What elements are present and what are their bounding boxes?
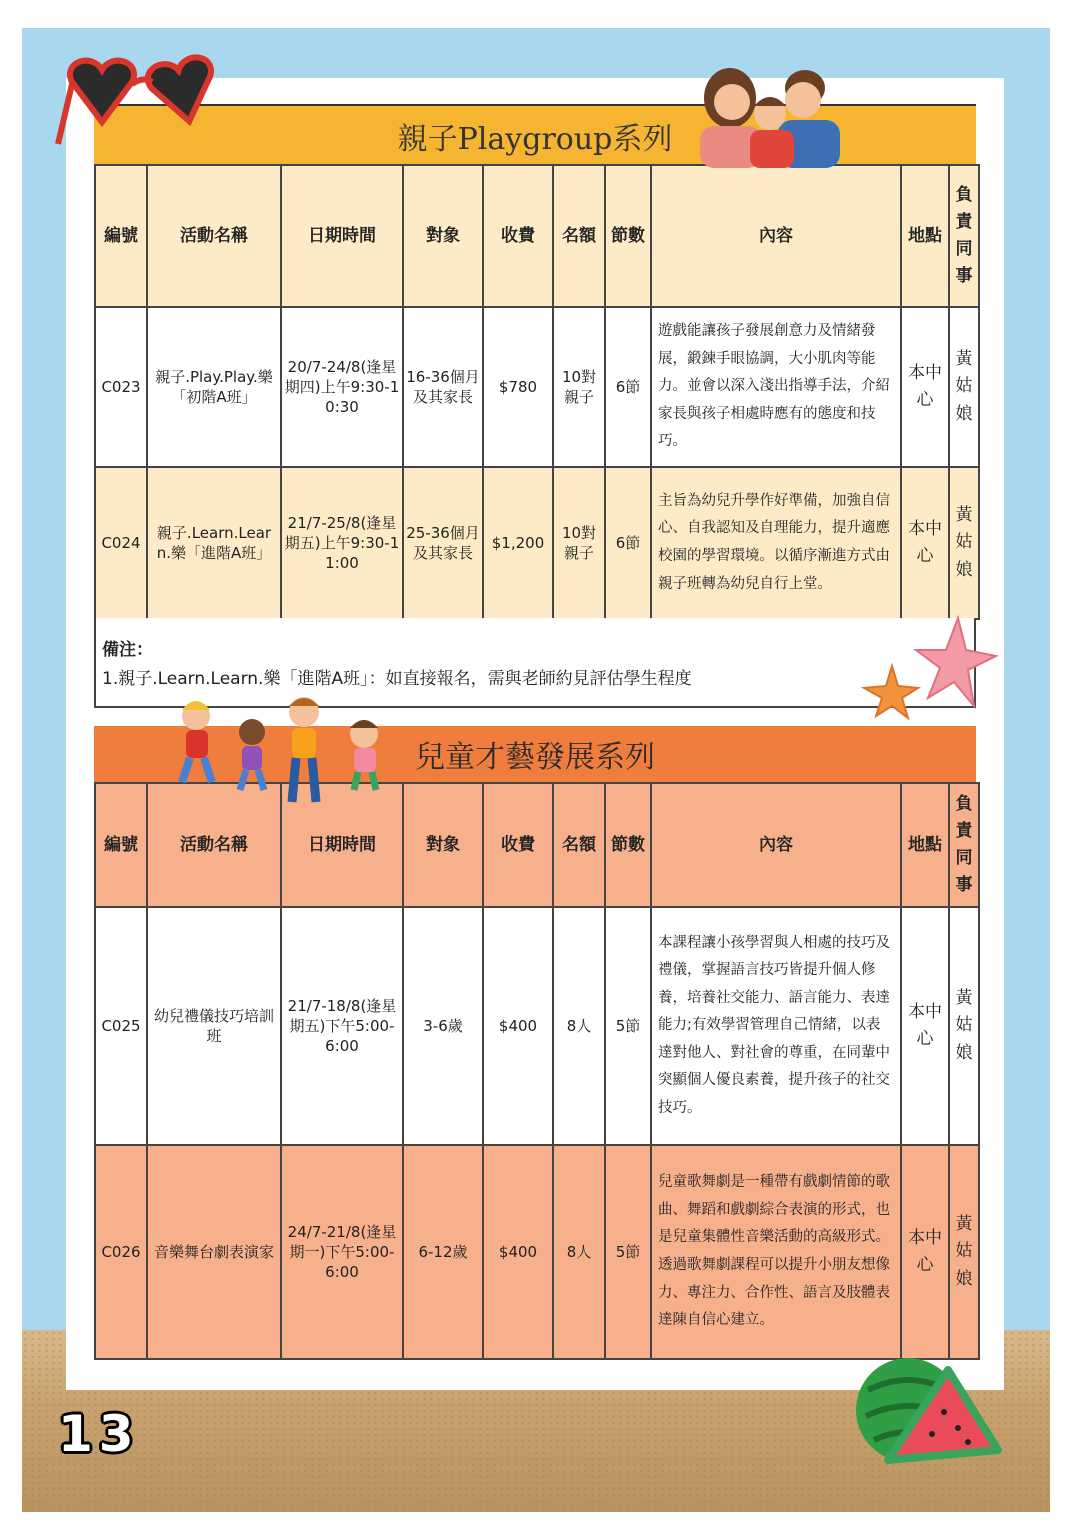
row-venue: 本中心 xyxy=(901,307,949,467)
header-target: 對象 xyxy=(403,165,483,307)
header-content: 內容 xyxy=(651,165,901,307)
remarks-text: 1.親子.Learn.Learn.樂「進階A班」：如直接報名，需與老師約見評估學生程度 xyxy=(102,668,692,689)
row-name: 幼兒禮儀技巧培訓班 xyxy=(147,907,281,1145)
section2-table xyxy=(94,782,980,1360)
table-header-row xyxy=(95,165,979,307)
row-target: 16-36個月及其家長 xyxy=(403,307,483,467)
starfish-icon xyxy=(858,610,998,720)
row-name: 音樂舞台劇表演家 xyxy=(147,1145,281,1359)
row-date: 24/7-21/8(逢星期一)下午5:00-6:00 xyxy=(281,1145,403,1359)
section1-title: 親子Playgroup系列 xyxy=(94,104,976,166)
row-date: 21/7-25/8(逢星期五)上午9:30-11:00 xyxy=(281,467,403,619)
row-code: C026 xyxy=(95,1145,147,1359)
row-content: 遊戲能讓孩子發展創意力及情緒發展，鍛鍊手眼協調，大小肌肉等能力。並會以深入淺出指導手法，介紹家長與孩子相處時應有的態度和技巧。 xyxy=(651,307,901,467)
row-staff: 黃姑娘 xyxy=(949,907,979,1145)
row-name: 親子.Learn.Learn.樂「進階A班」 xyxy=(147,467,281,619)
row-name: 親子.Play.Play.樂「初階A班」 xyxy=(147,307,281,467)
table-row xyxy=(95,307,979,467)
page-number: 13 xyxy=(58,1405,140,1463)
row-content: 兒童歌舞劇是一種帶有戲劇情節的歌曲、舞蹈和戲劇綜合表演的形式，也是兒童集體性音樂活動的高級形式。透過歌舞劇課程可以提升小朋友想像力、專注力、合作性、語言及肢體表達陳自信心建立。 xyxy=(651,1145,901,1359)
row-quota: 10對親子 xyxy=(553,467,605,619)
row-date: 21/7-18/8(逢星期五)下午5:00-6:00 xyxy=(281,907,403,1145)
row-date: 20/7-24/8(逢星期四)上午9:30-10:30 xyxy=(281,307,403,467)
header-staff: 負責同事 xyxy=(949,165,979,307)
row-content: 本課程讓小孩學習與人相處的技巧及禮儀，掌握語言技巧皆提升個人修養，培養社交能力、語言能力、表達能力;有效學習管理自己情緒，以表達對他人、對社會的尊重，在同輩中突顯個人優良素養，提升孩子的社交技巧。 xyxy=(651,907,901,1145)
row-staff: 黃姑娘 xyxy=(949,1145,979,1359)
row-venue: 本中心 xyxy=(901,1145,949,1359)
header-staff: 負責同事 xyxy=(949,783,979,907)
family-icon xyxy=(690,58,850,168)
header-fee: 收費 xyxy=(483,783,553,907)
row-target: 25-36個月及其家長 xyxy=(403,467,483,619)
row-venue: 本中心 xyxy=(901,907,949,1145)
row-code: C025 xyxy=(95,907,147,1145)
row-staff: 黃姑娘 xyxy=(949,467,979,619)
row-code: C023 xyxy=(95,307,147,467)
row-fee: $780 xyxy=(483,307,553,467)
header-code: 編號 xyxy=(95,783,147,907)
row-venue: 本中心 xyxy=(901,467,949,619)
row-sessions: 6節 xyxy=(605,467,651,619)
sunglasses-icon xyxy=(52,52,236,152)
section2-title: 兒童才藝發展系列 xyxy=(94,726,976,782)
table-row xyxy=(95,907,979,1145)
remarks-title: 備注： xyxy=(102,640,153,660)
row-fee: $1,200 xyxy=(483,467,553,619)
row-quota: 8人 xyxy=(553,1145,605,1359)
table-row xyxy=(95,467,979,619)
row-fee: $400 xyxy=(483,907,553,1145)
row-target: 3-6歲 xyxy=(403,907,483,1145)
row-code: C024 xyxy=(95,467,147,619)
row-content: 主旨為幼兒升學作好準備，加強自信心、自我認知及自理能力，提升適應校園的學習環境。以循序漸進方式由親子班轉為幼兒自行上堂。 xyxy=(651,467,901,619)
row-quota: 8人 xyxy=(553,907,605,1145)
row-staff: 黃姑娘 xyxy=(949,307,979,467)
header-sessions: 節數 xyxy=(605,165,651,307)
header-date: 日期時間 xyxy=(281,783,403,907)
row-fee: $400 xyxy=(483,1145,553,1359)
header-target: 對象 xyxy=(403,783,483,907)
header-name: 活動名稱 xyxy=(147,165,281,307)
header-quota: 名額 xyxy=(553,165,605,307)
header-venue: 地點 xyxy=(901,165,949,307)
section1-table xyxy=(94,164,980,620)
jumping-kids-icon xyxy=(156,690,396,808)
watermelon-icon xyxy=(848,1330,1008,1480)
header-code: 編號 xyxy=(95,165,147,307)
header-fee: 收費 xyxy=(483,165,553,307)
row-sessions: 5節 xyxy=(605,907,651,1145)
row-sessions: 5節 xyxy=(605,1145,651,1359)
header-content: 內容 xyxy=(651,783,901,907)
header-venue: 地點 xyxy=(901,783,949,907)
row-quota: 10對親子 xyxy=(553,307,605,467)
header-name: 活動名稱 xyxy=(147,783,281,907)
header-quota: 名額 xyxy=(553,783,605,907)
row-target: 6-12歲 xyxy=(403,1145,483,1359)
row-sessions: 6節 xyxy=(605,307,651,467)
header-sessions: 節數 xyxy=(605,783,651,907)
header-date: 日期時間 xyxy=(281,165,403,307)
table-row xyxy=(95,1145,979,1359)
